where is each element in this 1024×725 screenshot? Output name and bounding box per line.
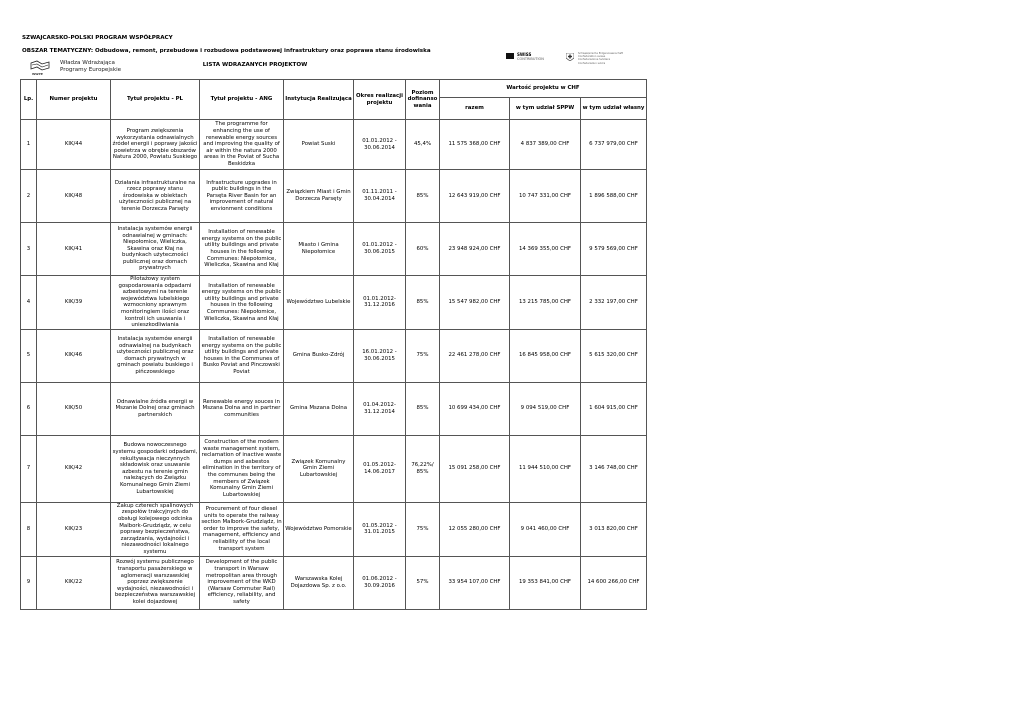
cell-sppw: 9 094 519,00 CHF [510, 382, 581, 435]
cell-number: KIK/22 [37, 556, 111, 609]
header-lp: Lp. [21, 80, 37, 120]
list-title: LISTA WDRAŻANYCH PROJEKTÓW [202, 62, 308, 68]
cell-institution: Województwo Lubelskie [284, 276, 354, 330]
cell-own: 3 146 748,00 CHF [581, 435, 647, 502]
cell-institution: Miasto i Gmina Niepołomice [284, 223, 354, 276]
cell-own: 6 737 979,00 CHF [581, 120, 647, 170]
cell-institution: Związkiem Miast i Gmin Dorzecza Parsęty [284, 170, 354, 223]
cell-period: 01.01.2012 - 30.06.2014 [354, 120, 406, 170]
table-row [21, 223, 647, 276]
header-own: w tym udział własny [581, 98, 647, 120]
cell-lp: 8 [21, 502, 37, 556]
cell-lp: 7 [21, 435, 37, 502]
cell-total: 12 643 919,00 CHF [440, 170, 510, 223]
swiss-confederation-logo [566, 52, 636, 66]
cell-institution: Warszawska Kolej Dojazdowa Sp. z o.o. [284, 556, 354, 609]
cell-number: KIK/46 [37, 329, 111, 382]
cell-sppw: 10 747 331,00 CHF [510, 170, 581, 223]
cell-cofinancing: 45,4% [406, 120, 440, 170]
cell-title-ang: Construction of the modern waste management system, reclamation of inactive waste dumps and asbestos elimination in the territory of the communes being the members of Związek Komunalny Gmin Ziemi Lubartowskiej [200, 435, 284, 502]
cell-total: 10 699 434,00 CHF [440, 382, 510, 435]
cell-sppw: 4 837 389,00 CHF [510, 120, 581, 170]
cell-title-pl: Budowa nowoczesnego systemu gospodarki odpadami, rekultywacja nieczynnych składowisk oraz usuwanie azbestu na terenie gmin należących do Związku Komunalnego Gmin Ziemi Lubartowskiej [111, 435, 200, 502]
cell-cofinancing: 75% [406, 502, 440, 556]
cell-number: KIK/44 [37, 120, 111, 170]
header-sppw: w tym udział SPPW [510, 98, 581, 120]
cell-title-ang: Installation of renewable energy systems on the public utility buildings and private houses in the Communes of Busko Poviat and Pinczowski Poviat [200, 329, 284, 382]
cell-number: KIK/41 [37, 223, 111, 276]
cell-own: 2 332 197,00 CHF [581, 276, 647, 330]
cell-title-ang: Installation of renewable energy systems on the public utility buildings and private houses in the following Communes: Niepołomice, Wieliczka, Skawina and Kłaj [200, 276, 284, 330]
cell-lp: 4 [21, 276, 37, 330]
table-row [21, 502, 647, 556]
fed-line-2: Confédération suisse [578, 55, 606, 59]
cell-sppw: 9 041 460,00 CHF [510, 502, 581, 556]
header-cofinancing: Poziom dofinanso wania [406, 80, 440, 120]
cell-total: 15 547 982,00 CHF [440, 276, 510, 330]
fed-line-3: Confederazione Svizzera [578, 58, 611, 62]
swiss-cross-icon [566, 53, 574, 61]
swiss-mark-icon [506, 53, 514, 59]
cell-number: KIK/23 [37, 502, 111, 556]
header-value-group: Wartość projektu w CHF [440, 80, 647, 98]
cell-title-pl: Odnawialne źródła energii w Mszanie Dolnej oraz gminach partnerskich [111, 382, 200, 435]
cell-period: 01.01.2012 - 30.06.2015 [354, 223, 406, 276]
cell-period: 01.04.2012- 31.12.2014 [354, 382, 406, 435]
cell-total: 12 055 280,00 CHF [440, 502, 510, 556]
swiss-line-2: CONTRIBUTION [517, 57, 544, 61]
cell-lp: 6 [21, 382, 37, 435]
table-row [21, 329, 647, 382]
cell-period: 01.06.2012 - 30.09.2016 [354, 556, 406, 609]
cell-sppw: 16 845 958,00 CHF [510, 329, 581, 382]
logo-line-2: Programy Europejskie [60, 67, 122, 73]
cell-title-pl: Pilotażowy system gospodarowania odpadami azbestowymi na terenie województwa lubelskiego wzmocniony sprawnym monitoringiem ilości oraz kontroli ich usuwania i unieszkodliwiania [111, 276, 200, 330]
cell-institution: Gmina Busko-Zdrój [284, 329, 354, 382]
cell-title-ang: Procurement of four diesel units to operate the railway section Malbork-Grudziądz, in order to improve the safety, management, efficiency and reliability of the local transport system [200, 502, 284, 556]
cell-sppw: 14 369 355,00 CHF [510, 223, 581, 276]
cell-cofinancing: 75% [406, 329, 440, 382]
cell-own: 5 615 320,00 CHF [581, 329, 647, 382]
cell-title-pl: Instalacja systemów energii odnawialnej w gminach: Niepołomice, Wieliczka, Skawina oraz Kłaj na budynkach użyteczności publicznej oraz domach prywatnych [111, 223, 200, 276]
cell-own: 14 600 266,00 CHF [581, 556, 647, 609]
cell-own: 1 896 588,00 CHF [581, 170, 647, 223]
table-row [21, 170, 647, 223]
cell-sppw: 11 944 510,00 CHF [510, 435, 581, 502]
table-row [21, 556, 647, 609]
projects-table [20, 79, 647, 610]
cell-title-ang: Renewable energy souces in Mszana Dolna and in partner communities [200, 382, 284, 435]
cell-institution: Województwo Pomorskie [284, 502, 354, 556]
cell-own: 3 013 820,00 CHF [581, 502, 647, 556]
cell-title-pl: Działania infrastrukturalne na rzecz poprawy stanu środowiska w obiektach użyteczności publicznej na terenie Dorzecza Parsęty [111, 170, 200, 223]
cell-sppw: 13 215 785,00 CHF [510, 276, 581, 330]
swiss-line-1: SWISS [517, 52, 532, 57]
cell-period: 01.05.2012- 14.06.2017 [354, 435, 406, 502]
fed-line-1: Schweizerische Eidgenossenschaft [578, 52, 624, 55]
cell-lp: 1 [21, 120, 37, 170]
cell-own: 1 604 915,00 CHF [581, 382, 647, 435]
header-institution: Instytucja Realizująca [284, 80, 354, 120]
cell-title-pl: Zakup czterech spalinowych zespołów trakcyjnych do obsługi kolejowego odcinka Malbork-Grudziądz, w celu poprawy bezpieczeństwa, zarządzania, wydajności i niezawodności lokalnego systemu [111, 502, 200, 556]
program-title: SZWAJCARSKO-POLSKI PROGRAM WSPÓŁPRACY [22, 35, 173, 41]
cell-number: KIK/48 [37, 170, 111, 223]
cell-cofinancing: 76,22%/ 85% [406, 435, 440, 502]
cell-institution: Związek Komunalny Gmin Ziemi Lubartowskiej [284, 435, 354, 502]
cell-own: 9 579 569,00 CHF [581, 223, 647, 276]
cell-total: 15 091 258,00 CHF [440, 435, 510, 502]
cell-title-ang: Development of the public transport in Warsaw metropolitan area through improvement of the WKD (Warsaw Commuter Rail) efficiency, reliability, and safety [200, 556, 284, 609]
cell-cofinancing: 57% [406, 556, 440, 609]
fed-line-4: Confederaziun svizra [578, 61, 606, 65]
cell-institution: Powiat Suski [284, 120, 354, 170]
cell-period: 16.01.2012 - 30.06.2015 [354, 329, 406, 382]
cell-lp: 3 [21, 223, 37, 276]
header-number: Numer projektu [37, 80, 111, 120]
logo-line-1: Władza Wdrażająca [60, 60, 115, 66]
cell-number: KIK/42 [37, 435, 111, 502]
cell-total: 11 575 368,00 CHF [440, 120, 510, 170]
cell-title-pl: Program zwiększenia wykorzystania odnawialnych źródeł energii i poprawy jakości powietrza w obrębie obszarów Natura 2000, Powiatu Suskiego [111, 120, 200, 170]
cell-total: 23 948 924,00 CHF [440, 223, 510, 276]
cell-total: 33 954 107,00 CHF [440, 556, 510, 609]
cell-title-ang: The programme for enhancing the use of renewable energy sources and improving the quality of air within the natura 2000 areas in the Poviat of Sucha Beskidzka [200, 120, 284, 170]
cell-period: 01.01.2012- 31.12.2016 [354, 276, 406, 330]
cell-lp: 9 [21, 556, 37, 609]
cell-institution: Gmina Mszana Dolna [284, 382, 354, 435]
cell-lp: 2 [21, 170, 37, 223]
cell-sppw: 19 353 841,00 CHF [510, 556, 581, 609]
table-row [21, 382, 647, 435]
thematic-area: OBSZAR TEMATYCZNY: Odbudowa, remont, przebudowa i rozbudowa podstawowej infrastruktury oraz poprawa stanu środowiska [22, 48, 431, 54]
header-total: razem [440, 98, 510, 120]
cell-cofinancing: 85% [406, 276, 440, 330]
cell-cofinancing: 85% [406, 382, 440, 435]
cell-period: 01.05.2012 - 31.01.2015 [354, 502, 406, 556]
header-title-ang: Tytuł projektu - ANG [200, 80, 284, 120]
table-row [21, 435, 647, 502]
cell-period: 01.11.2011 - 30.04.2014 [354, 170, 406, 223]
cell-title-ang: Infrastructure upgrades in public buildings in the Parsęta River Basin for an improvement of natural envionment conditions [200, 170, 284, 223]
header-period: Okres realizacji projektu [354, 80, 406, 120]
cell-title-pl: Instalacja systemów energii odnawialnej na budynkach użyteczności publicznej oraz domach prywatnych w gminach powiatu buskiego i pińczowskiego [111, 329, 200, 382]
cell-total: 22 461 278,00 CHF [440, 329, 510, 382]
swiss-contribution-logo [506, 52, 556, 64]
implementing-authority-logo [30, 59, 140, 77]
cell-title-ang: Installation of renewable energy systems on the public utility buildings and private houses in the following Communes: Niepołomice, Wieliczka, Skawina and Kłaj [200, 223, 284, 276]
table-row [21, 120, 647, 170]
table-row [21, 276, 647, 330]
cell-number: KIK/50 [37, 382, 111, 435]
cell-title-pl: Rozwój systemu publicznego transportu pasażerskiego w aglomeracji warszawskiej poprzez zwiększenie wydajności, niezawodności i bezpieczeństwa warszawskiej kolei dojazdowej [111, 556, 200, 609]
cell-cofinancing: 60% [406, 223, 440, 276]
cell-cofinancing: 85% [406, 170, 440, 223]
logo-caption: WWPE [32, 72, 43, 76]
cell-lp: 5 [21, 329, 37, 382]
header-title-pl: Tytuł projektu - PL [111, 80, 200, 120]
cell-number: KIK/39 [37, 276, 111, 330]
